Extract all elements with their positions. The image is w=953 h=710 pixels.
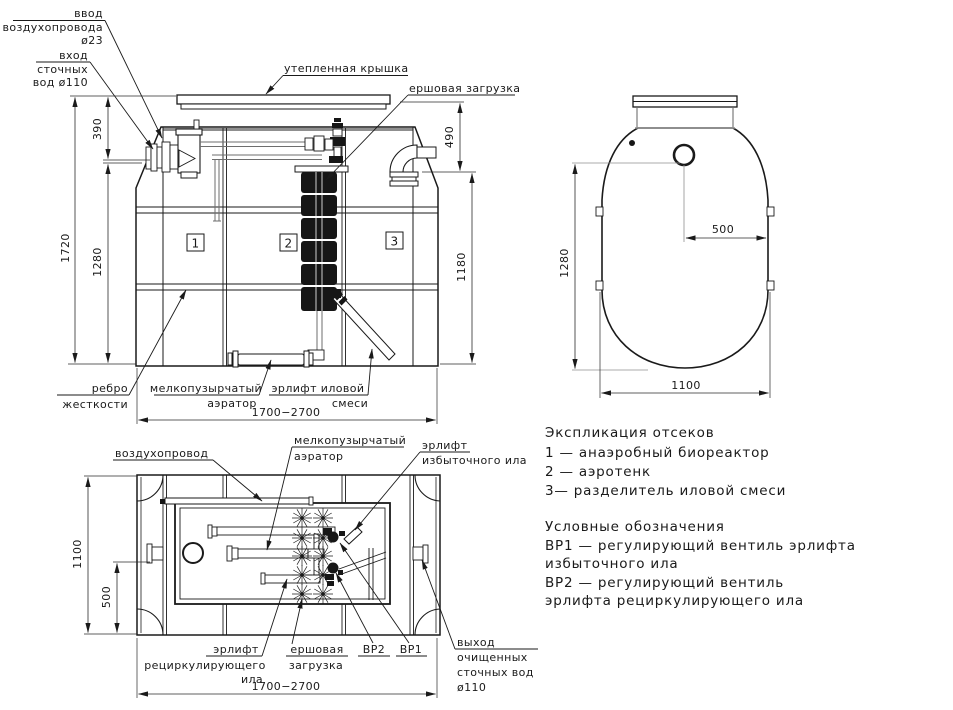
compartment-1-number: 1 — [191, 236, 200, 251]
excess-airlift-label-line2: избыточного ила — [422, 454, 527, 467]
dim-500-side: 500 — [711, 223, 735, 236]
legend-vr2-line2: эрлифта рециркулирующего ила — [545, 593, 804, 609]
legend-title-compartments: Экспликация отсеков — [545, 425, 715, 441]
vr2-label: ВР2 — [362, 643, 386, 656]
insulated-lid — [177, 95, 390, 109]
insulated-lid-label: утепленная крышка — [284, 62, 409, 75]
dim-1100-side: 1100 — [671, 379, 701, 392]
dim-1720: 1720 — [59, 233, 72, 263]
outlet-label-line4: ø110 — [457, 681, 487, 694]
side-profile-view — [558, 96, 774, 398]
legend-title-symbols: Условные обозначения — [545, 519, 725, 535]
recirc-airlift-label-line1: эрлифт — [213, 643, 259, 656]
legend-item-3: 3— разделитель иловой смеси — [545, 483, 787, 499]
legend-vr1-line1: ВР1 — регулирующий вентиль эрлифта — [545, 538, 856, 554]
air-duct-label: воздухопровод — [115, 447, 209, 460]
legend-vr2-line1: ВР2 — регулирующий вентиль — [545, 575, 785, 591]
legend-vr1-line2: избыточного ила — [545, 556, 679, 572]
vr1-label: ВР1 — [399, 643, 423, 656]
dim-1280-side: 1280 — [558, 248, 571, 278]
vent-dot — [629, 140, 635, 146]
compartment-2-number: 2 — [284, 236, 293, 251]
compartment-2-tag — [280, 234, 297, 251]
dim-390: 390 — [91, 117, 104, 141]
dim-width-plan: 1700−2700 — [251, 680, 321, 693]
sludge-airlift-label-line1: эрлифт иловой — [271, 382, 365, 395]
plan-aerator-label-line2: аэратор — [294, 450, 344, 463]
compartment-3-tag — [386, 232, 403, 249]
plan-brush-label-line1: ершовая — [290, 643, 344, 656]
inlet-hole-circle — [674, 145, 694, 165]
dim-500-plan: 500 — [100, 585, 113, 609]
rib-label-line2: жесткости — [62, 398, 128, 411]
sewage-inlet-label-line2: сточных — [37, 63, 88, 76]
dim-1280-front: 1280 — [91, 247, 104, 277]
air-inlet-label-line2: воздухопровода — [2, 21, 103, 34]
rib-label-line1: ребро — [91, 382, 128, 395]
recirc-airlift-label-line2: рециркулирующего — [144, 659, 266, 672]
front-section-view — [136, 95, 438, 367]
compartment-3-number: 3 — [390, 234, 399, 249]
dim-490: 490 — [443, 125, 456, 149]
side-lugs — [596, 207, 774, 290]
plan-view — [137, 475, 440, 635]
dim-1180: 1180 — [455, 252, 468, 282]
recirc-airlift-label-line3: ила — [240, 673, 264, 686]
compartment-1-tag — [187, 234, 204, 251]
sludge-airlift-label-line2: смеси — [331, 397, 369, 410]
sewage-inlet-label-line1: вход — [59, 49, 88, 62]
fine-bubble-aerator — [228, 351, 313, 367]
plan-brush-label-line2: загрузка — [288, 659, 344, 672]
front-aerator-label-line2: аэратор — [207, 397, 257, 410]
outlet-label-line1: выход — [457, 636, 496, 649]
plan-inlet-stub — [147, 544, 163, 563]
legend-item-2: 2 — аэротенк — [545, 464, 651, 480]
front-view-labels — [3, 7, 521, 411]
plan-outlet-stub — [413, 545, 428, 563]
plan-air-duct-pipe — [165, 498, 311, 504]
air-inlet-label-line1: ввод — [74, 7, 103, 20]
plan-aerator-label-line1: мелкопузырчатый — [294, 434, 407, 447]
brush-load-label: ершовая загрузка — [409, 82, 521, 95]
air-inlet-label-line3: ø23 — [81, 34, 103, 47]
air-inlet-stub — [194, 120, 199, 129]
sewage-inlet-label-line3: вод ø110 — [32, 76, 88, 89]
sludge-airlift-pipe — [330, 289, 395, 360]
excess-airlift-label-line1: эрлифт — [422, 439, 468, 452]
front-aerator-label-line1: мелкопузырчатый — [149, 382, 263, 395]
outlet-label-line2: очищенных — [457, 651, 528, 664]
legend-block — [545, 425, 856, 609]
dim-1100-plan: 1100 — [71, 539, 84, 569]
outlet-label-line3: сточных вод — [457, 666, 534, 679]
legend-item-1: 1 — анаэробный биореактор — [545, 445, 770, 461]
side-view-dimensions — [558, 163, 770, 398]
valve-assembly — [305, 118, 345, 163]
dim-width-front: 1700−2700 — [251, 406, 321, 419]
